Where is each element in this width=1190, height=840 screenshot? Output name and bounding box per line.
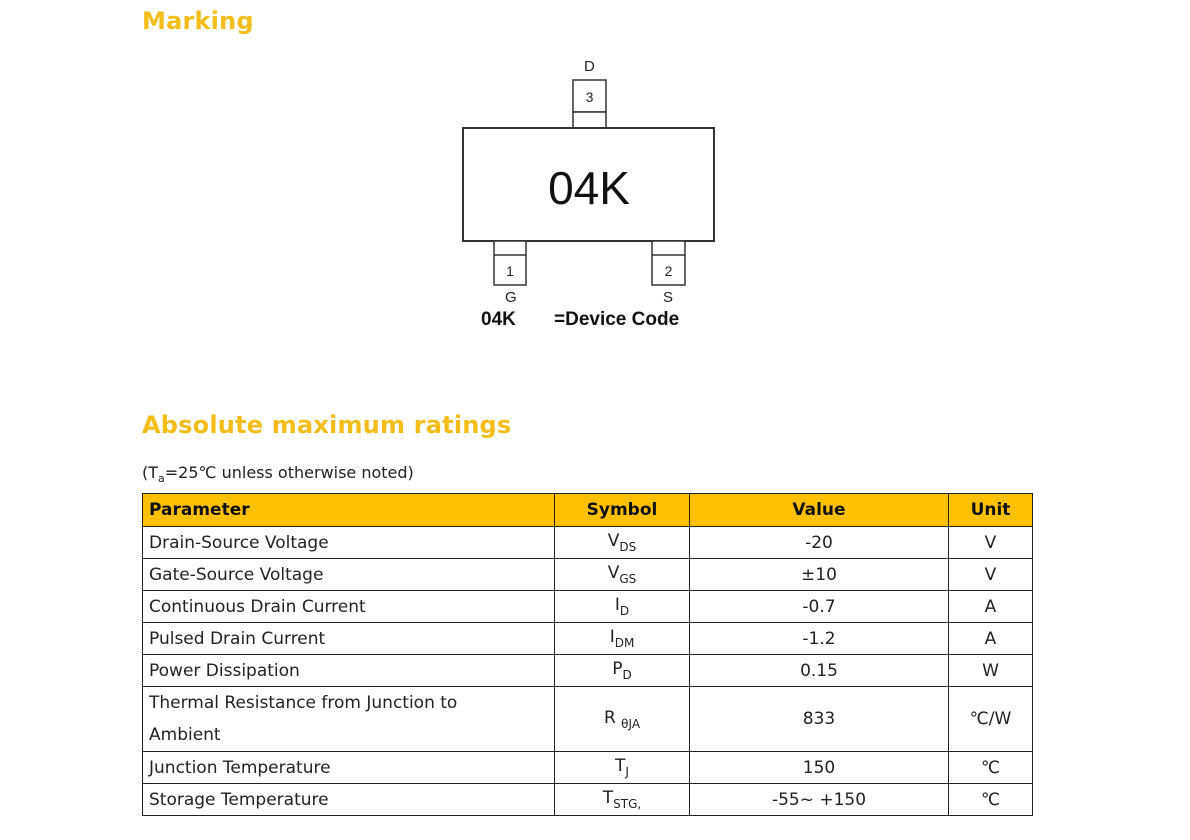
cell-value: -20	[690, 527, 949, 559]
header-symbol: Symbol	[555, 494, 690, 527]
cell-unit: V	[949, 559, 1033, 591]
legend-code: 04K	[481, 309, 516, 330]
table-row	[143, 591, 1033, 623]
cell-unit: A	[949, 623, 1033, 655]
cell-parameter: Power Dissipation	[143, 655, 555, 687]
header-unit: Unit	[949, 494, 1033, 527]
cell-unit: V	[949, 527, 1033, 559]
pin-2-label-s: S	[663, 289, 674, 306]
marking-section-title: Marking	[142, 7, 254, 35]
cell-symbol: $V_{DS}$	[555, 527, 690, 559]
conditions-note	[142, 463, 414, 485]
cell-symbol: $T_J$	[555, 752, 690, 784]
legend-text: =Device Code	[554, 309, 680, 330]
table-row	[143, 784, 1033, 816]
cell-value: -1.2	[690, 623, 949, 655]
pin-2-lead	[652, 241, 685, 255]
cell-parameter: Continuous Drain Current	[143, 591, 555, 623]
cell-parameter: Drain-Source Voltage	[143, 527, 555, 559]
cell-unit: ℃	[949, 752, 1033, 784]
cell-symbol: $T_{STG,}$	[555, 784, 690, 816]
table-row	[143, 655, 1033, 687]
pin-1-number: 1	[506, 263, 514, 279]
table-row	[143, 752, 1033, 784]
cell-value: 833	[690, 687, 949, 752]
pin-1-lead	[494, 241, 526, 255]
pin-3-number: 3	[585, 89, 594, 105]
table-header-row	[143, 494, 1033, 527]
cell-parameter: Storage Temperature	[143, 784, 555, 816]
cell-parameter: Junction Temperature	[143, 752, 555, 784]
package-marking-diagram	[440, 55, 740, 255]
cell-symbol: $V_{GS}$	[555, 559, 690, 591]
cell-parameter: Gate-Source Voltage	[143, 559, 555, 591]
pin-2-number: 2	[664, 263, 673, 279]
note-subscript: a	[158, 472, 165, 486]
cell-parameter-line2: Ambient	[149, 725, 221, 745]
table-row	[143, 623, 1033, 655]
cell-unit: ℃/W	[949, 687, 1033, 752]
cell-unit: W	[949, 655, 1033, 687]
header-parameter: Parameter	[143, 494, 555, 527]
device-code-marking: 04K	[548, 162, 630, 214]
cell-value: 0.15	[690, 655, 949, 687]
ratings-table	[142, 493, 1033, 816]
cell-symbol: $I_D$	[555, 591, 690, 623]
cell-parameter	[143, 687, 555, 752]
table-row	[143, 687, 1033, 752]
header-value: Value	[690, 494, 949, 527]
table-row	[143, 527, 1033, 559]
table-row	[143, 559, 1033, 591]
bottom-pins-diagram	[440, 255, 740, 295]
cell-symbol: R $_{\theta JA}$	[555, 687, 690, 752]
cell-parameter-line1: Thermal Resistance from Junction to	[149, 693, 458, 713]
pin-3-label-d: D	[584, 58, 595, 75]
note-suffix: =25℃ unless otherwise noted)	[164, 463, 414, 482]
cell-value: 150	[690, 752, 949, 784]
pin-3-lead	[573, 112, 606, 128]
cell-unit: A	[949, 591, 1033, 623]
cell-value: ±10	[690, 559, 949, 591]
cell-parameter: Pulsed Drain Current	[143, 623, 555, 655]
note-prefix: (T	[142, 463, 159, 482]
cell-symbol: $I_{DM}$	[555, 623, 690, 655]
cell-symbol: $P_D$	[555, 655, 690, 687]
pin-1-label-g: G	[505, 289, 517, 306]
cell-unit: ℃	[949, 784, 1033, 816]
cell-value: -0.7	[690, 591, 949, 623]
cell-value: -55~ +150	[690, 784, 949, 816]
absolute-max-ratings-title: Absolute maximum ratings	[142, 411, 512, 439]
